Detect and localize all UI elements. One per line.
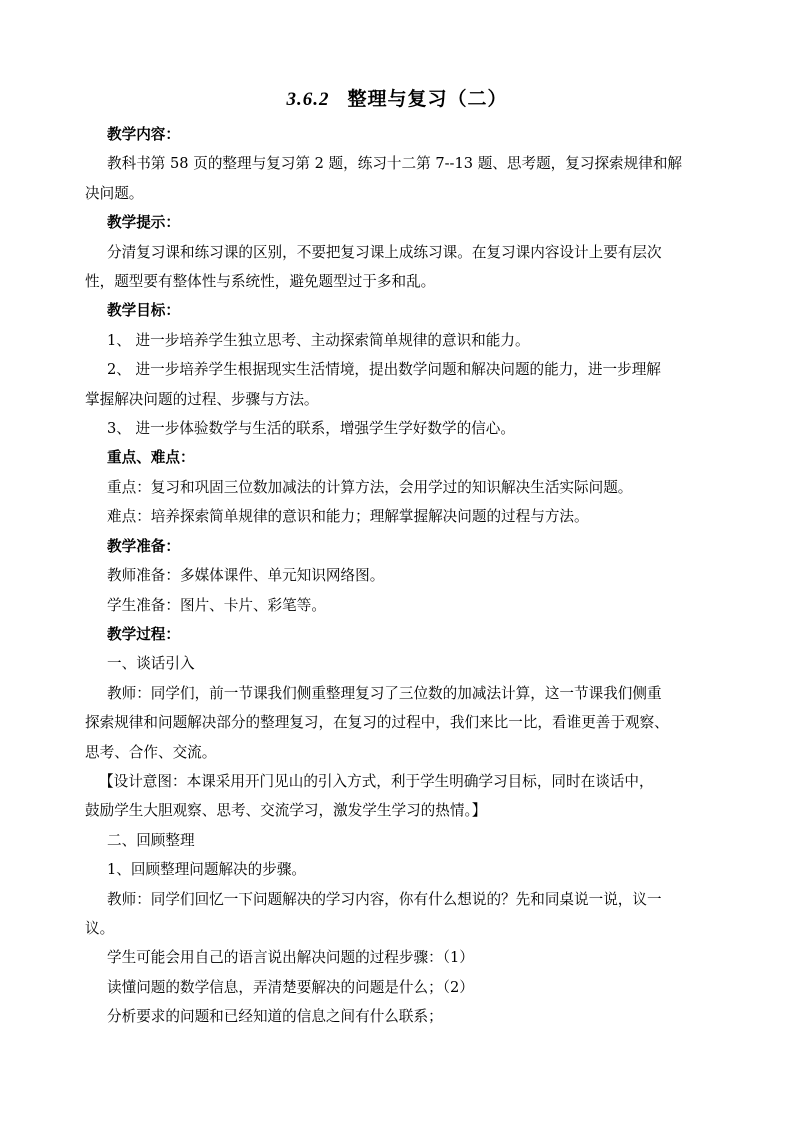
- goal-item: 2、 进一步培养学生根据现实生活情境，提出数学问题和解决问题的能力，进一步理解: [107, 361, 661, 379]
- difficult-point: 难点：培养探索简单规律的意识和能力；理解掌握解决问题的过程与方法。: [107, 508, 589, 526]
- part-title: 一、谈话引入: [107, 655, 195, 673]
- section-heading-process: 教学过程：: [107, 625, 180, 643]
- paragraph-line: 读懂问题的数学信息，弄清楚要解决的问题是什么；（2）: [107, 978, 474, 996]
- design-note: 【设计意图：本课采用开门见山的引入方式，利于学生明确学习目标，同时在谈话中，: [99, 772, 654, 790]
- paragraph-line: 教师：同学们，前一节课我们侧重整理复习了三位数的加减法计算，这一节课我们侧重: [107, 684, 662, 702]
- section-heading-prep: 教学准备：: [107, 537, 180, 555]
- paragraph-line: 思考、合作、交流。: [85, 743, 217, 761]
- paragraph-line: 性，题型要有整体性与系统性，避免题型过于多和乱。: [85, 273, 436, 291]
- paragraph-line: 探索规律和问题解决部分的整理复习，在复习的过程中，我们来比一比，看谁更善于观察、: [85, 714, 669, 732]
- section-heading-tips: 教学提示：: [107, 214, 180, 232]
- section-heading-content: 教学内容：: [107, 126, 180, 143]
- part-title: 二、回顾整理: [107, 831, 195, 849]
- prep-teacher: 教师准备：多媒体课件、单元知识网络图。: [107, 567, 385, 585]
- paragraph-line: 掌握解决问题的过程、步骤与方法。: [85, 390, 319, 408]
- paragraph-line: 教科书第 58 页的整理与复习第 2 题，练习十二第 7--13 题、思考题，复习探索规律和解: [107, 155, 683, 173]
- paragraph-line: 分清复习课和练习课的区别，不要把复习课上成练习课。在复习课内容设计上要有层次: [107, 243, 662, 261]
- title-text: 整理与复习（二）: [347, 88, 508, 110]
- key-point: 重点：复习和巩固三位数加减法的计算方法，会用学过的知识解决生活实际问题。: [107, 478, 633, 496]
- section-heading-key: 重点、难点：: [107, 449, 195, 467]
- goal-item: 3、 进一步体验数学与生活的联系，增强学生学好数学的信心。: [107, 420, 515, 438]
- section-heading-goals: 教学目标：: [107, 302, 180, 320]
- title-number: 3.6.2: [286, 89, 330, 110]
- goal-item: 1、 进一步培养学生独立思考、主动探索简单规律的意识和能力。: [107, 331, 530, 349]
- document-body: [85, 120, 713, 1032]
- paragraph-line: 决问题。: [85, 184, 144, 202]
- prep-student: 学生准备：图片、卡片、彩笔等。: [107, 596, 326, 614]
- paragraph-line: 分析要求的问题和已经知道的信息之间有什么联系；: [107, 1008, 443, 1026]
- paragraph-line: 教师：同学们回忆一下问题解决的学习内容，你有什么想说的？先和同桌说一说，议一: [107, 890, 662, 908]
- part-subtitle: 1、回顾整理问题解决的步骤。: [107, 861, 307, 879]
- paragraph-line: 鼓励学生大胆观察、思考、交流学习，激发学生学习的热情。】: [85, 802, 487, 820]
- paragraph-line: 学生可能会用自己的语言说出解决问题的过程步骤：（1）: [107, 949, 474, 967]
- page-title: [0, 84, 794, 111]
- paragraph-line: 议。: [85, 919, 115, 937]
